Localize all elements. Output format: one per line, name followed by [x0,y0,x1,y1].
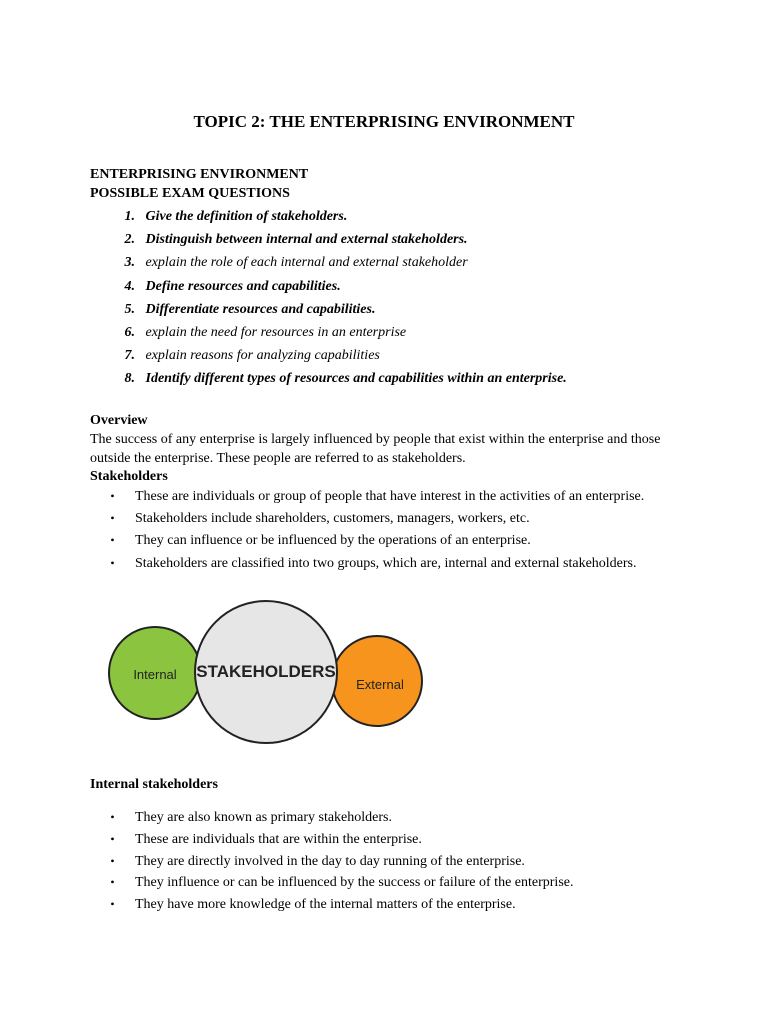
bullet-icon: • [110,875,115,890]
list-item [90,872,573,894]
bullet-icon: • [110,897,115,912]
internal-stakeholders-heading: Internal stakeholders [90,777,218,792]
list-item [90,807,573,829]
stakeholders-bullet-list [90,486,644,575]
bullet-text: Stakeholders include shareholders, customers, managers, workers, etc. [135,511,530,527]
list-number: 6. [124,324,135,340]
list-number: 2. [124,232,135,248]
list-item [90,346,567,369]
list-item [90,369,567,392]
bullet-text: They are also known as primary stakeholders. [135,810,392,825]
internal-label: Internal [133,667,177,682]
page-title: TOPIC 2: THE ENTERPRISING ENVIRONMENT [193,112,575,131]
list-item [90,530,644,552]
internal-stakeholders-bullet-list [90,807,573,916]
bullet-text: Stakeholders are classified into two groups, which are, internal and external stakeholders. [135,555,637,571]
list-item [90,508,644,530]
section-heading-exam-questions: POSSIBLE EXAM QUESTIONS [90,186,290,201]
bullet-text: They have more knowledge of the internal matters of the enterprise. [135,897,516,913]
overview-line-1: The success of any enterprise is largely influenced by people that exist within the enterprise and those [90,432,661,447]
question-text: explain the role of each internal and external stakeholder [145,255,468,271]
list-number: 4. [124,278,135,294]
bullet-text: They are directly involved in the day to day running of the enterprise. [135,853,525,869]
bullet-icon: • [110,555,115,570]
bullet-icon: • [110,533,115,548]
bullet-icon: • [110,810,115,824]
list-item [90,894,573,916]
list-item [90,230,567,253]
list-number: 5. [124,301,135,317]
overview-heading: Overview [90,413,148,428]
list-item [90,553,644,575]
bullet-icon: • [110,831,115,846]
question-text: Identify different types of resources and capabilities within an enterprise. [145,371,567,387]
bullet-icon: • [110,511,115,526]
external-label: External [356,677,404,692]
list-item [90,207,567,230]
overview-line-2: outside the enterprise. These people are referred to as stakeholders. [90,450,466,466]
list-number: 7. [124,348,135,364]
bullet-text: They can influence or be influenced by the operations of an enterprise. [135,533,531,549]
list-item [90,300,567,323]
list-number: 8. [124,371,135,387]
stakeholders-diagram [105,597,435,749]
exam-questions-list [90,207,567,393]
question-text: explain the need for resources in an enterprise [145,324,407,340]
stakeholders-heading: Stakeholders [90,469,168,484]
question-text: Differentiate resources and capabilities. [145,301,376,317]
bullet-icon: • [110,853,115,868]
question-text: Define resources and capabilities. [145,278,341,294]
bullet-text: They influence or can be influenced by the success or failure of the enterprise. [135,875,574,891]
bullet-text: These are individuals that are within the enterprise. [135,831,422,847]
list-item [90,829,573,851]
question-text: Give the definition of stakeholders. [145,209,348,224]
list-item [90,277,567,300]
section-heading-enterprising-environment: ENTERPRISING ENVIRONMENT [90,167,309,182]
list-item [90,851,573,873]
overview-paragraph [90,431,690,468]
list-item [90,486,644,508]
question-text: Distinguish between internal and external stakeholders. [145,232,468,248]
stakeholders-label: STAKEHOLDERS [196,662,336,681]
bullet-text: These are individuals or group of people that have interest in the activities of an enterprise. [135,489,645,504]
bullet-icon: • [110,489,115,503]
list-item [90,253,567,276]
list-number: 1. [124,209,135,224]
question-text: explain reasons for analyzing capabilities [145,348,380,364]
list-item [90,323,567,346]
list-number: 3. [124,255,135,271]
